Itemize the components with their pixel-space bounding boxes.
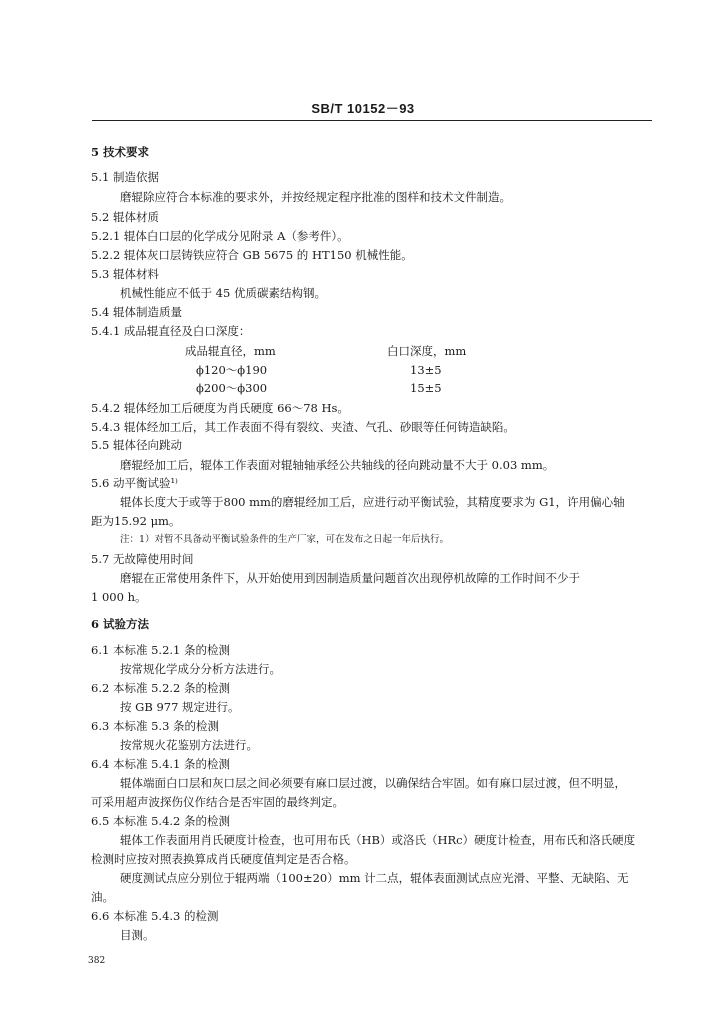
table-header-diameter: 成品辊直径，mm [185,344,276,358]
clause: 5.4.3 辊体经加工后，其工作表面不得有裂纹、夹渣、气孔、砂眼等任何铸造缺陷。 [91,420,515,434]
table-cell: 13±5 [410,363,442,377]
paragraph: 1 000 h。 [91,590,147,604]
clause: 5.4.2 辊体经加工后硬度为肖氏硬度 66～78 Hs。 [91,401,349,415]
clause: 5.2.1 辊体白口层的化学成分见附录 A（参考件）。 [91,229,349,243]
clause-heading: 5.6 动平衡试验¹⁾ [91,476,178,490]
clause-heading: 6.3 本标准 5.3 条的检测 [91,719,220,733]
paragraph: 辊体端面白口层和灰口层之间必须要有麻口层过渡，以确保结合牢固。如有麻口层过渡，但不明显， [120,776,626,790]
clause: 5.2.2 辊体灰口层铸铁应符合 GB 5675 的 HT150 机械性能。 [91,248,413,262]
paragraph: 按常规化学成分分析方法进行。 [120,662,281,676]
clause: 5.4.1 成品辊直径及白口深度： [91,324,251,338]
paragraph: 按 GB 977 规定进行。 [120,700,240,714]
paragraph: 磨辊经加工后，辊体工作表面对辊轴轴承经公共轴线的径向跳动量不大于 0.03 mm。 [120,458,555,472]
paragraph: 油。 [91,890,114,904]
paragraph: 辊体长度大于或等于800 mm的磨辊经加工后，应进行动平衡试验，其精度要求为 G1，许用偏心轴 [120,495,625,509]
clause-heading: 6.4 本标准 5.4.1 条的检测 [91,757,231,771]
table-cell: 15±5 [410,381,442,395]
clause-heading: 5.4 辊体制造质量 [91,305,182,319]
paragraph: 硬度测试点应分别位于辊两端（100±20）mm 计二点，辊体表面测试点应光滑、平整、无缺陷、无 [120,871,629,885]
clause-heading: 6.2 本标准 5.2.2 条的检测 [91,681,231,695]
footnote: 注：1）对暂不具备动平衡试验条件的生产厂家，可在发布之日起一年后执行。 [120,534,450,545]
page-number: 382 [88,956,106,966]
table-cell: ϕ120～ϕ190 [196,363,268,377]
clause-heading: 5.5 辊体径向跳动 [91,438,182,452]
paragraph: 磨辊除应符合本标准的要求外，并按经规定程序批准的图样和技术文件制造。 [120,190,511,204]
section-heading: 5 技术要求 [91,145,150,159]
paragraph: 辊体工作表面用肖氏硬度计检查，也可用布氏（HB）或洛氏（HRc）硬度计检查，用布氏和洛氏硬度 [120,833,636,847]
paragraph: 目测。 [120,928,155,942]
paragraph: 距为15.92 μm。 [91,514,181,528]
paragraph: 磨辊在正常使用条件下，从开始使用到因制造质量问题首次出现停机故障的工作时间不少于 [120,571,580,585]
table-cell: ϕ200～ϕ300 [196,381,268,395]
clause-heading: 6.6 本标准 5.4.3 的检测 [91,909,219,923]
document-header: SB/T 10152－93 [311,101,415,116]
paragraph: 可采用超声波探伤仪作结合是否牢固的最终判定。 [91,795,344,809]
section-heading: 6 试验方法 [91,617,150,631]
clause-heading: 5.7 无故障使用时间 [91,552,194,566]
clause-heading: 5.3 辊体材料 [91,267,159,281]
clause-heading: 6.1 本标准 5.2.1 条的检测 [91,643,231,657]
paragraph: 机械性能应不低于 45 优质碳素结构钢。 [120,286,326,300]
paragraph: 检测时应按对照表换算成肖氏硬度值判定是否合格。 [91,852,356,866]
paragraph: 按常规火花鉴别方法进行。 [120,738,258,752]
clause-heading: 5.2 辊体材质 [91,210,159,224]
clause-heading: 6.5 本标准 5.4.2 条的检测 [91,814,231,828]
header-rule [92,120,652,121]
table-header-depth: 白口深度，mm [387,344,467,358]
clause-heading: 5.1 制造依据 [91,170,159,184]
